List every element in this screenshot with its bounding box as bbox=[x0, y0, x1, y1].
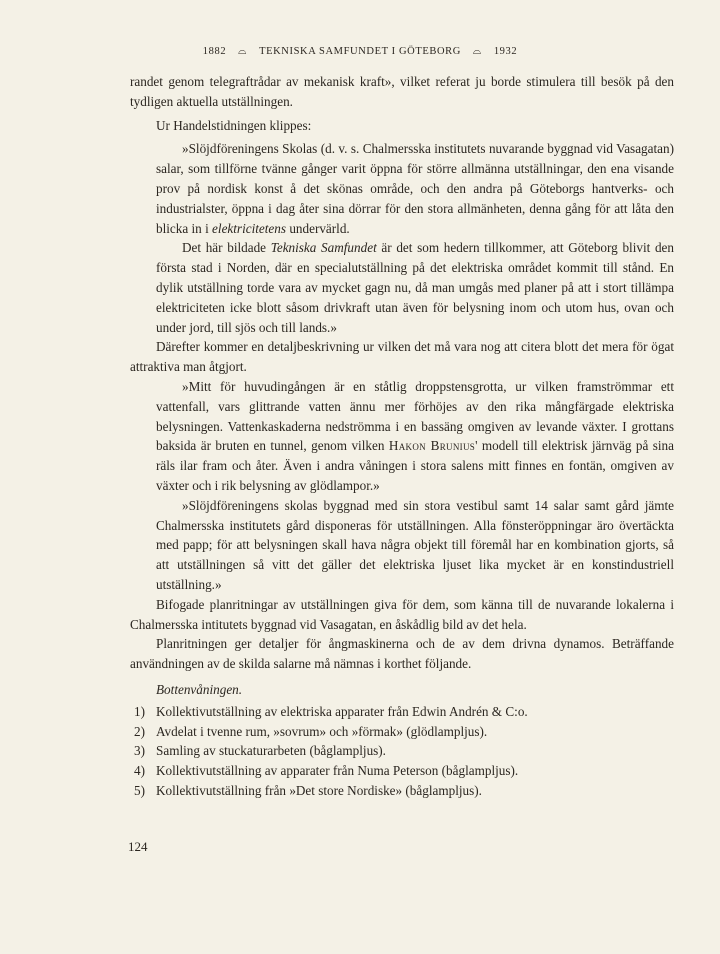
paragraph-intro: Därefter kommer en detaljbeskrivning ur vilken det må vara nog att citera blott det mera för ögat attraktiva man åtgjort. bbox=[130, 339, 674, 375]
quote-paragraph bbox=[156, 377, 674, 496]
list-item bbox=[130, 761, 674, 781]
list-item bbox=[130, 741, 674, 761]
list-item-text: Kollektivutställning från »Det store Nordiske» (båglampljus). bbox=[156, 782, 482, 798]
list-item-text: Kollektivutställning av apparater från Numa Peterson (båglampljus). bbox=[156, 763, 519, 779]
list-item-number: 3) bbox=[134, 743, 145, 759]
exhibit-list bbox=[130, 702, 674, 801]
quote-block-2 bbox=[130, 377, 674, 595]
quote-person-name: Hakon Brunius bbox=[388, 438, 476, 454]
header-title: TEKNISKA SAMFUNDET I GÖTEBORG bbox=[259, 46, 461, 57]
list-item-number: 5) bbox=[134, 782, 145, 798]
quote-text: Det här bildade bbox=[182, 240, 267, 256]
list-item-text: Avdelat i tvenne rum, »sovrum» och »förmak» (glödlampljus). bbox=[156, 723, 488, 739]
section-title: Bottenvåningen. bbox=[156, 681, 243, 697]
list-item bbox=[130, 702, 674, 722]
list-item-text: Samling av stuckaturarbeten (båglampljus). bbox=[156, 743, 386, 759]
list-item-number: 2) bbox=[134, 723, 145, 739]
page-number: 124 bbox=[128, 839, 148, 854]
paragraph-plans: Bifogade planritningar av utställningen giva för dem, som känna till de nuvarande lokalerna i Chalmersska intitutets byggnad vid Vasagatan, en åskådlig bild av det hela. bbox=[130, 596, 674, 632]
running-header bbox=[0, 46, 720, 58]
header-year-start: 1882 bbox=[202, 46, 227, 57]
quote-block-1 bbox=[130, 139, 674, 337]
quote-text: undervärld. bbox=[289, 220, 350, 236]
quote-emphasis: Tekniska Samfundet bbox=[270, 240, 377, 256]
list-item bbox=[130, 722, 674, 742]
quote-paragraph bbox=[156, 238, 674, 337]
list-item bbox=[130, 781, 674, 801]
list-item-number: 1) bbox=[134, 703, 145, 719]
paragraph-continued: randet genom telegraftrådar av mekanisk kraft», vilket referat ju borde stimulera till besök på den tydligen aktuella utställningen. bbox=[130, 74, 674, 109]
quote-text: »Mitt för huvudingången är en ståtlig droppstensgrotta, ur vilken framströmmar ett vattenfall, vars glittrande vatten ännu mer förhöjes av den rika mångfärgade elektriska belysningen. Vattenkaskaderna nedströmma i en bassäng omgiven av levande växter. I grottans baksida är bruten en tunnel, genom vilken bbox=[156, 378, 674, 454]
paragraph-details: Planritningen ger detaljer för ångmaskinerna och de av dem drivna dynamos. Beträffande användningen av de skilda salarne må nämnas i korthet följande. bbox=[130, 636, 674, 672]
quote-paragraph: »Slöjdföreningens skolas byggnad med sin stora vestibul samt 14 salar samt gård jämte Chalmersska institutets gård disponeras för utställningen. Alla fönsteröppningar äro övertäckta med papp; för att belysningen skall hava några objekt till föremål har en kombination gjorts, så att utställningen så vitt det gäller det elektriska ljuset lika mycket är en konstindustriell utställning.» bbox=[156, 497, 674, 592]
quote-text: »Slöjdföreningens Skolas (d. v. s. Chalmersska institutets nuvarande byggnad vid Vasagatan) salar, som tillförne tvänne gånger varit öppna för större allmänna utställningar, den ena visande prov på nordisk konst å det skönas område, och den andra på Göteborgs hantverks- och industrialster, öppna i dag åter sina dörrar för den stora allmänheten, denna gång för att låta den blicka in i bbox=[156, 141, 674, 236]
quote-text: ' modell till elektrisk järnväg på sina räls ilar fram och åter. Även i andra våningen i stora salens mitt finnes en fontän, omgiven av växter och i rik belysning av glödlampor.» bbox=[156, 438, 675, 493]
header-separator-icon: ⌓ bbox=[238, 46, 248, 57]
header-year-end: 1932 bbox=[493, 46, 518, 57]
list-item-number: 4) bbox=[134, 763, 145, 779]
body-text bbox=[130, 72, 674, 801]
quote-emphasis: elektricitetens bbox=[212, 220, 287, 236]
paragraph-source: Ur Handelstidningen klippes: bbox=[156, 117, 312, 133]
list-item-text: Kollektivutställning av elektriska apparater från Edwin Andrén & C:o. bbox=[156, 703, 528, 719]
quote-text: är det som hedern tillkommer, att Göteborg blivit den första stad i Norden, där en specialutställning på det elektriska området kommit till stånd. En dylik utställning torde vara av mycket gagn nu, då man umgås med planer på att i stort tillämpa elektriciteten icke blott såsom drivkraft utan även för belysning inom och utom hus, ovan och under jord, till sjös och till lands.» bbox=[156, 240, 674, 335]
quote-paragraph bbox=[156, 139, 674, 238]
header-separator-icon: ⌓ bbox=[472, 46, 482, 57]
